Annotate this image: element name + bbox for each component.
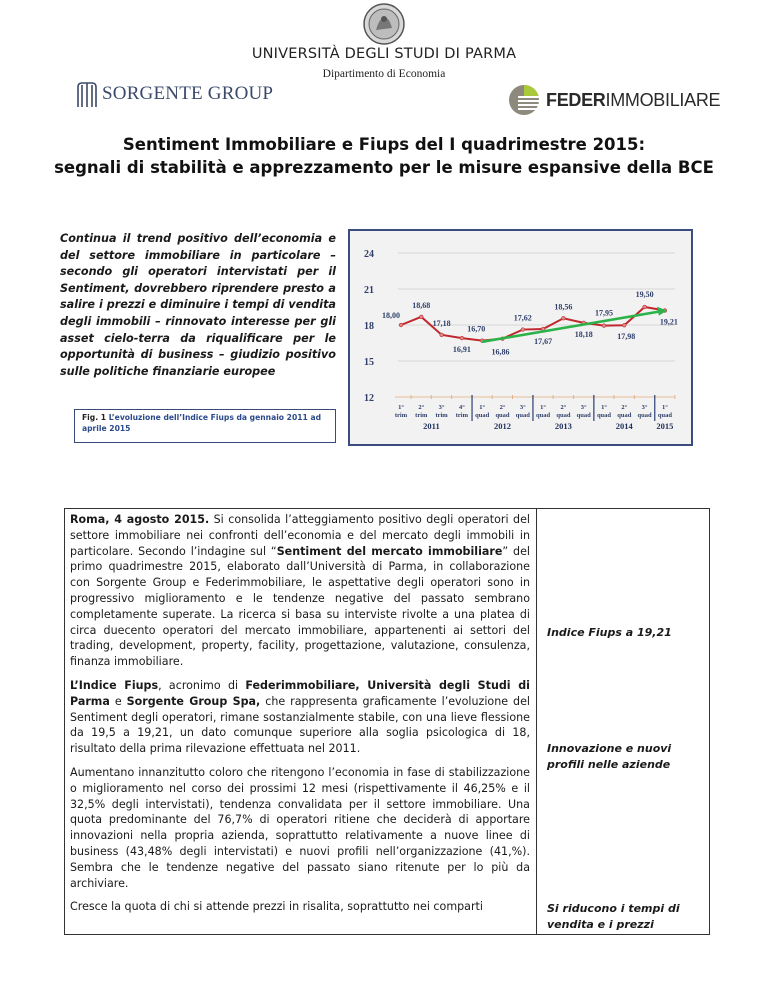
x-tick-label: trim — [415, 412, 428, 419]
press-release-box — [64, 508, 710, 935]
data-label: 19,21 — [659, 317, 678, 327]
data-label: 17,62 — [513, 313, 532, 323]
x-tick-label: 1° — [540, 404, 547, 411]
sidebar-note-sale-times: Si riducono i tempi di vendita e i prezzi — [547, 902, 680, 931]
federimmobiliare-mark-icon — [508, 84, 544, 116]
y-tick-label: 21 — [364, 285, 374, 296]
title-line-2: segnali di stabilità e apprezzamento per le misure espansive della BCE — [54, 158, 714, 177]
x-tick-label: 2° — [418, 404, 425, 411]
x-tick-label: 3° — [580, 404, 587, 411]
paragraph-4: Cresce la quota di chi si attende prezzi in risalita, soprattutto nei comparti — [70, 900, 483, 914]
y-tick-label: 24 — [364, 249, 374, 260]
department-name: Dipartimento di Economia — [322, 68, 446, 80]
year-label: 2014 — [615, 421, 633, 431]
press-release-body — [70, 512, 530, 923]
y-tick-label: 15 — [364, 357, 374, 368]
x-tick-label: quad — [596, 412, 612, 419]
x-tick-label: quad — [556, 412, 571, 419]
x-tick-label: quad — [475, 412, 490, 419]
data-label: 17,98 — [617, 332, 636, 342]
year-label: 2011 — [423, 421, 440, 431]
data-label: 18,68 — [412, 300, 431, 310]
data-point — [521, 328, 525, 332]
x-tick-label: trim — [394, 412, 408, 419]
x-tick-label: quad — [515, 412, 530, 419]
data-label: 16,86 — [491, 347, 510, 357]
data-point — [602, 324, 606, 328]
x-tick-label: quad — [576, 412, 591, 419]
column-divider — [536, 509, 537, 934]
x-tick-label: quad — [657, 412, 672, 419]
trend-arrow-head-icon — [657, 307, 667, 316]
x-tick-label: 2° — [560, 404, 567, 411]
x-tick-label: quad — [495, 412, 510, 419]
data-label: 18,00 — [382, 311, 400, 320]
data-point — [643, 305, 647, 309]
figure-caption-text: L’evoluzione dell’Indice Fiups da gennaio 2011 ad aprile 2015 — [82, 413, 322, 433]
federimmobiliare-logo — [508, 84, 720, 116]
sorgente-logo-text: SORGENTE GROUP — [102, 83, 274, 104]
year-label: 2015 — [656, 421, 674, 431]
x-tick-label: 1° — [398, 404, 404, 411]
data-label: 18,18 — [574, 329, 593, 339]
data-label: 17,18 — [432, 318, 451, 328]
figure-caption — [74, 409, 336, 443]
data-point — [623, 323, 627, 327]
university-seal-icon — [362, 2, 406, 46]
data-point — [440, 333, 444, 337]
data-point — [562, 316, 566, 320]
data-label: 17,67 — [534, 336, 553, 346]
x-tick-label: 1° — [479, 404, 486, 411]
year-label: 2012 — [494, 421, 511, 431]
year-label: 2013 — [554, 421, 572, 431]
x-tick-label: 1° — [601, 404, 607, 411]
x-tick-label: quad — [617, 412, 632, 419]
data-label: 19,50 — [635, 290, 654, 299]
y-tick-label: 18 — [364, 321, 374, 332]
x-tick-label: 1° — [661, 404, 668, 411]
data-point — [399, 323, 403, 327]
paragraph-1: Roma, 4 agosto 2015. Si consolida l’atteggiamento positivo degli operatori del settore immobiliare nei confronti dell’economia e del mercato degli immobili in particolare. Secondo l’indagine sul “Sentiment del mercato immobiliare” del primo quadrimestre 2015, elaborato dall’Università di Parma, in collaborazione con Sorgente Group e Federimmobiliare, le aspettative degli operatori sono in progressivo miglioramento e le tendenze negative del passato sembrano completamente superate. La ricerca si basa su interviste rivolte a una platea di circa duecento operatori del mercato immobiliare, appartenenti ai settori del trading, development, property, facility, progettazione, valutazione, consulenza, finanza immobiliare. — [70, 513, 530, 669]
data-label: 16,91 — [452, 345, 471, 355]
sidebar-note-innovation: Innovazione e nuovi profili nelle aziende — [547, 742, 672, 771]
university-name: UNIVERSITÀ DEGLI STUDI DI PARMA — [251, 46, 517, 62]
data-label: 18,56 — [554, 302, 573, 312]
x-tick-label: quad — [637, 412, 652, 419]
data-label: 16,70 — [467, 324, 486, 334]
data-point — [460, 336, 464, 340]
fiups-index-chart — [348, 229, 693, 446]
data-label: 17,95 — [595, 308, 613, 318]
page-title — [0, 133, 768, 179]
x-tick-label: 4° — [458, 404, 465, 411]
federimmobiliare-logo-text: FEDERIMMOBILIARE — [546, 89, 721, 110]
x-tick-label: 3° — [519, 404, 526, 411]
data-point — [420, 315, 424, 319]
title-line-1: Sentiment Immobiliare e Fiups del I quadrimestre 2015: — [122, 135, 646, 154]
x-tick-label: 3° — [641, 404, 648, 411]
paragraph-3: Aumentano innanzitutto coloro che ritengono l’economia in fase di stabilizzazione o miglioramento nel corso dei prossimi 12 mesi (rispettivamente il 46,25% e il 32,5% degli intervistati), tendenza convalidata per il settore immobiliare. Una quota predominante del 76,7% di operatori ritiene che deciderà di apportare innovazioni nella propria azienda, soprattutto relativamente a nuove linee di business (43,48% degli intervistati) e nuovi profili nell’organizzazione (41,%). Sembra che le tendenze negative del passato siano ritenute per lo più da archiviare. — [70, 765, 530, 890]
figure-number: Fig. 1 — [82, 413, 107, 422]
x-tick-label: quad — [536, 412, 551, 419]
x-tick-label: 2° — [499, 404, 506, 411]
x-tick-label: 2° — [621, 404, 628, 411]
sorgente-columns-icon — [76, 81, 98, 107]
sorgente-group-logo — [76, 80, 273, 108]
x-tick-label: trim — [455, 412, 469, 419]
x-tick-label: 3° — [438, 404, 445, 411]
sidebar-note-index: Indice Fiups a 19,21 — [547, 626, 672, 639]
lead-summary: Continua il trend positivo dell’economia e del settore immobiliare in particolare – secondo gli operatori intervistati per il Sentiment, dovrebbero riprendere presto a salire i prezzi e diminuire i tempi di vendita degli immobili – rinnovato interesse per gli asset cielo-terra da riqualificare per le opportunità di business – giudizio positivo sulle politiche finanziarie europee — [60, 232, 336, 378]
x-tick-label: trim — [435, 412, 448, 419]
y-tick-label: 12 — [364, 393, 374, 404]
paragraph-2: L’Indice Fiups, acronimo di Federimmobiliare, Università degli Studi di Parma e Sorgente Group Spa, che rappresenta graficamente l’evoluzione del Sentiment degli operatori, rimane sostanzialmente stabile, con una lieve flessione da 19,5 a 19,21, un dato comunque superiore alla soglia psicologica di 18, risultato della prima rilevazione effettuata nel 2011. — [70, 678, 530, 756]
